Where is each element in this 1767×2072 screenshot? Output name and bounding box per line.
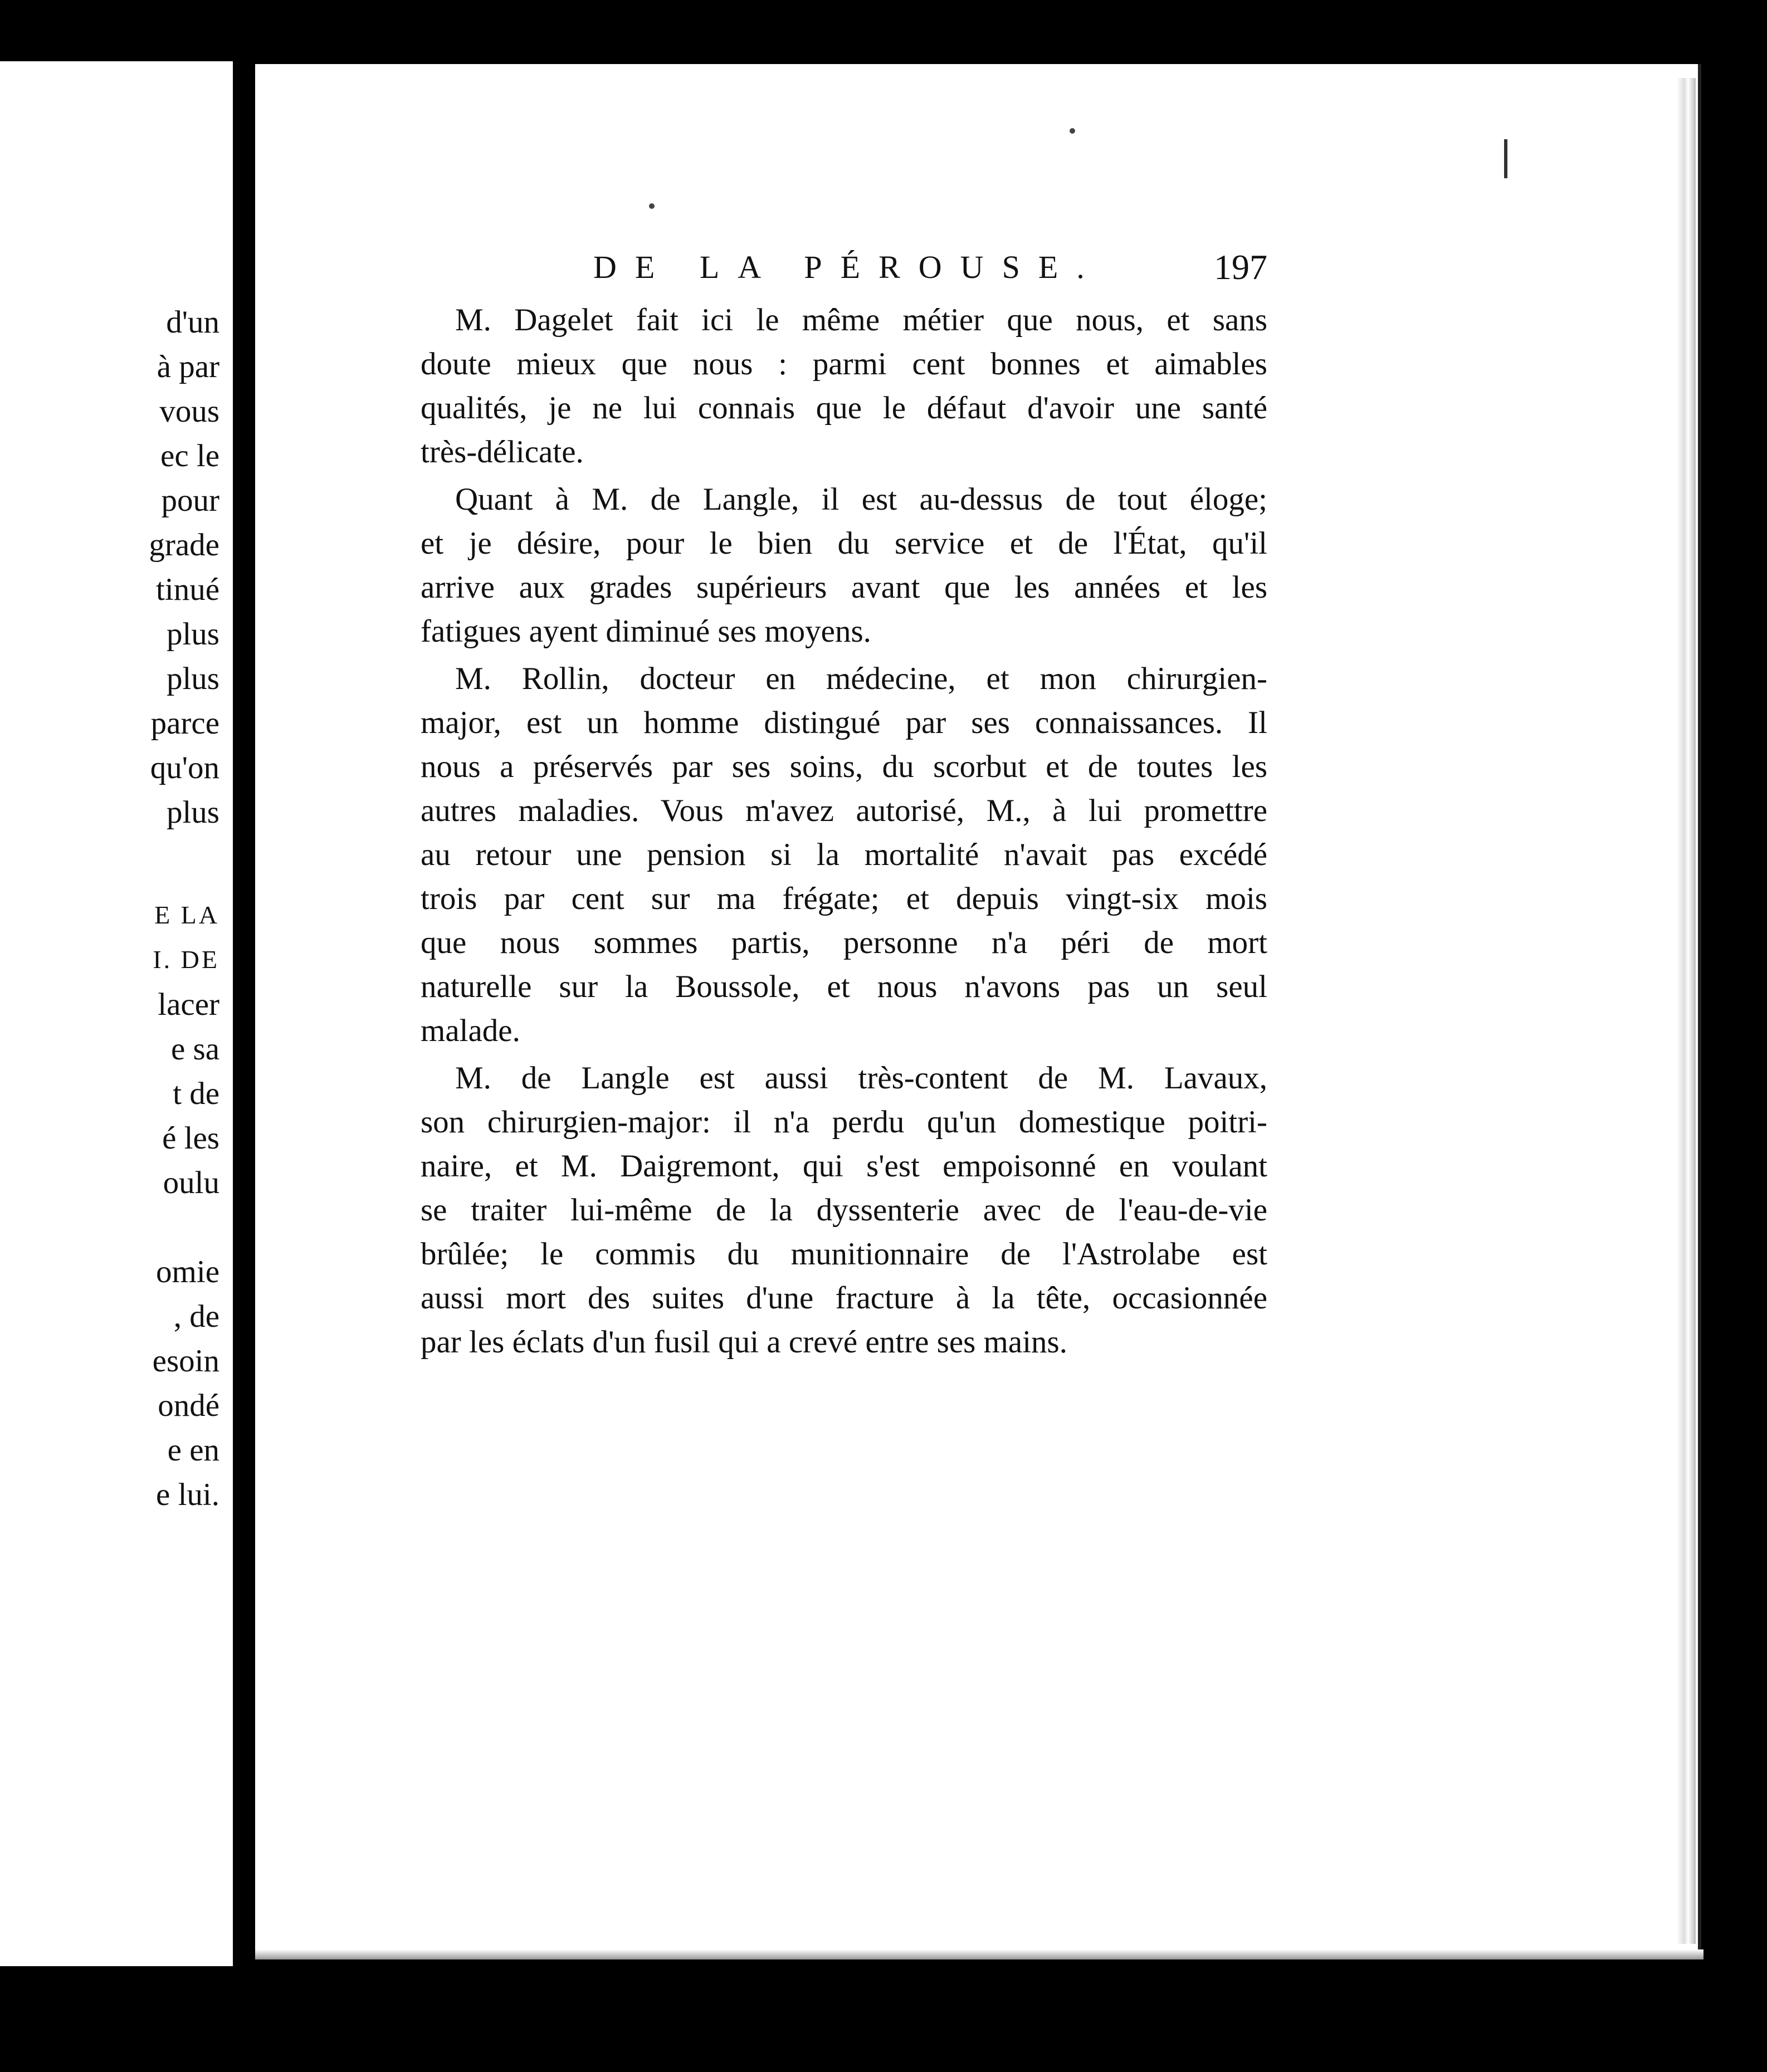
running-title: DE LA PÉROUSE. [593, 249, 1103, 285]
left-page-fragment [0, 61, 233, 1966]
left-page-text-fragment: tinué [156, 572, 219, 607]
text-line: naturelle sur la Boussole, et nous n'avons pas un seul [421, 969, 1267, 1004]
left-page-text-fragment: à par [157, 349, 219, 384]
text-line: et je désire, pour le bien du service et de l'État, qu'il [421, 526, 1267, 561]
left-page-text-fragment: e lui. [156, 1477, 219, 1512]
scan-speck [1070, 128, 1075, 134]
text-line: arrive aux grades supérieurs avant que les années et les [421, 570, 1267, 605]
text-line: fatigues ayent diminué ses moyens. [421, 614, 871, 649]
body-text [421, 298, 1267, 1364]
text-line: qualités, je ne lui connais que le défaut d'avoir une santé [421, 390, 1267, 426]
left-page-text-fragment: ondé [158, 1388, 219, 1423]
left-page-text-fragment: t de [173, 1076, 219, 1111]
page-bottom-edge [255, 1949, 1703, 1959]
text-line: trois par cent sur ma frégate; et depuis vingt-six mois [421, 881, 1267, 916]
text-line: se traiter lui-même de la dyssenterie avec de l'eau-de-vie [421, 1193, 1267, 1228]
left-page-text-fragment: lacer [158, 987, 219, 1022]
left-page-text-fragment: pour [161, 483, 219, 518]
page-number: 197 [1214, 247, 1267, 287]
text-line: très-délicate. [421, 434, 584, 470]
left-page-text-fragment: esoin [152, 1343, 219, 1379]
left-page-text-fragment: plus [166, 795, 219, 830]
left-page-text-fragment: grade [149, 527, 219, 563]
left-page-text-fragment: qu'on [150, 750, 219, 785]
left-page-text-fragment: ec le [160, 438, 219, 473]
text-line: brûlée; le commis du munitionnaire de l'Astrolabe est [421, 1237, 1267, 1272]
left-page-text-fragment: e sa [170, 1032, 219, 1067]
text-line: M. Rollin, docteur en médecine, et mon chirurgien- [455, 661, 1267, 696]
text-line: au retour une pension si la mortalité n'avait pas excédé [421, 837, 1267, 872]
left-page-text-fragment: plus [166, 617, 219, 652]
left-page-text-fragment: d'un [166, 305, 219, 340]
paragraph [421, 477, 1267, 653]
text-line: M. de Langle est aussi très-content de M. Lavaux, [455, 1061, 1267, 1096]
text-line: major, est un homme distingué par ses connaissances. Il [421, 705, 1267, 740]
text-line: nous a préservés par ses soins, du scorbut et de toutes les [421, 749, 1267, 784]
left-page-text-fragment: I. DE [153, 945, 219, 974]
text-line: aussi mort des suites d'une fracture à la tête, occasionnée [421, 1281, 1267, 1316]
left-page-text-fragment: , de [173, 1299, 219, 1334]
text-line: par les éclats d'un fusil qui a crevé entre ses mains. [421, 1325, 1067, 1360]
left-page-text-fragment: omie [156, 1254, 219, 1289]
left-page-text-fragment: oulu [163, 1165, 219, 1200]
scan-speck [649, 203, 655, 209]
text-line: doute mieux que nous : parmi cent bonnes et aimables [421, 346, 1267, 382]
paragraph [421, 298, 1267, 474]
text-line: malade. [421, 1013, 520, 1048]
book-gutter [233, 56, 255, 1972]
paragraph [421, 1056, 1267, 1364]
text-line: son chirurgien-major: il n'a perdu qu'un domestique poitri- [421, 1105, 1267, 1140]
scan-mark [1504, 139, 1507, 178]
paragraph [421, 657, 1267, 1053]
running-head [593, 245, 1267, 290]
text-line: Quant à M. de Langle, il est au-dessus de tout éloge; [455, 482, 1267, 517]
text-line: naire, et M. Daigremont, qui s'est empoisonné en voulant [421, 1149, 1267, 1184]
left-page-text-fragment: parce [150, 706, 219, 741]
left-page-text-fragment: é les [162, 1121, 219, 1156]
page-edge [1677, 78, 1696, 1944]
left-page-text-fragment: E LA [154, 901, 219, 929]
left-page-text-fragment: e en [167, 1433, 219, 1468]
left-page-text-fragment: plus [166, 661, 219, 696]
text-line: que nous sommes partis, personne n'a péri de mort [421, 925, 1267, 960]
text-line: M. Dagelet fait ici le même métier que nous, et sans [455, 302, 1267, 338]
text-line: autres maladies. Vous m'avez autorisé, M., à lui promettre [421, 793, 1267, 828]
left-page-text-fragment: vous [159, 394, 219, 429]
